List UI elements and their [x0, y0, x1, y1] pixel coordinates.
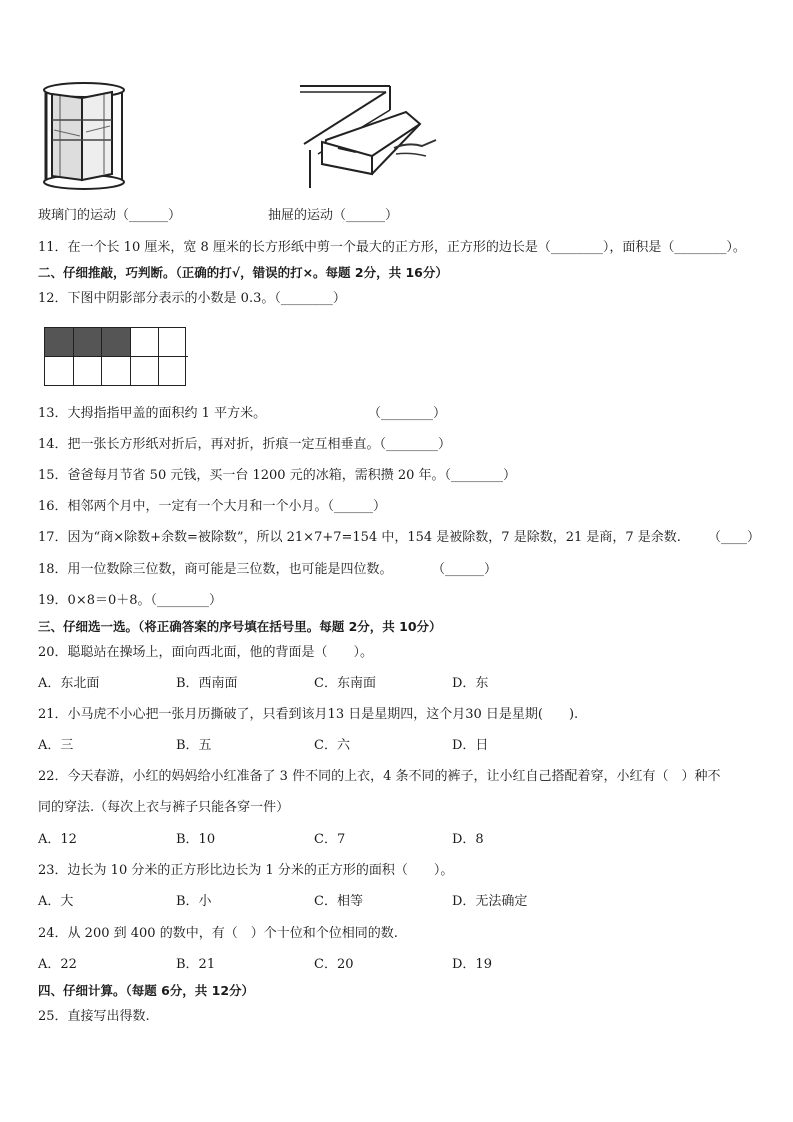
grid-cell-shaded — [45, 328, 74, 357]
section-3-title: 三、仔细选一选。（将正确答案的序号填在括号里。每题 2分，共 10分） — [38, 619, 442, 634]
grid-cell — [102, 357, 131, 386]
q23-option-d: D．无法确定 — [452, 894, 528, 909]
grid-cell-shaded — [74, 328, 103, 357]
grid-cell — [159, 328, 188, 357]
question-16: 16．相邻两个月中，一定有一个大月和一个小月。（______） — [38, 499, 387, 514]
q21-option-c: C．六 — [314, 738, 350, 753]
grid-cell — [74, 357, 103, 386]
question-11: 11．在一个长 10 厘米，宽 8 厘米的长方形纸中剪一个最大的正方形，正方形的边长是（________），面积是（________）。 — [38, 240, 746, 255]
q24-option-d: D．19 — [452, 957, 492, 972]
section-4-title: 四、仔细计算。（每题 6分，共 12分） — [38, 983, 255, 998]
grid-cell — [45, 357, 74, 386]
grid-cell — [131, 357, 160, 386]
question-22-line-2: 同的穿法.（每次上衣与裤子只能各穿一件） — [38, 800, 290, 815]
question-15: 15．爸爸每月节省 50 元钱，买一台 1200 元的冰箱，需积攒 20 年。（________） — [38, 468, 517, 483]
q21-option-d: D．日 — [452, 738, 489, 753]
question-22-line-1: 22．今天春游，小红的妈妈给小红准备了 3 件不同的上衣，4 条不同的裤子，让小红自己搭配着穿，小红有（ ）种不 — [38, 769, 721, 784]
question-21: 21．小马虎不小心把一张月历撕破了，只看到该月13 日是星期四，这个月30 日是星期( ). — [38, 707, 579, 722]
question-17-blank: （____） — [708, 530, 761, 545]
grid-cell — [131, 328, 160, 357]
question-18-blank: （______） — [432, 562, 498, 577]
caption-glass-door: 玻璃门的运动（______） — [38, 208, 182, 223]
caption-drawer: 抽屉的运动（______） — [268, 208, 399, 223]
q20-option-b: B．西南面 — [176, 676, 238, 691]
question-14: 14．把一张长方形纸对折后，再对折，折痕一定互相垂直。（________） — [38, 437, 452, 452]
q24-option-c: C．20 — [314, 957, 354, 972]
revolving-door-image — [40, 80, 130, 192]
q24-option-a: A．22 — [38, 957, 77, 972]
grid-cell-shaded — [102, 328, 131, 357]
q24-option-b: B．21 — [176, 957, 216, 972]
question-23: 23．边长为 10 分米的正方形比边长为 1 分米的正方形的面积（ ）。 — [38, 863, 454, 878]
shaded-grid-figure — [44, 327, 186, 386]
q22-option-c: C．7 — [314, 832, 346, 847]
question-24: 24．从 200 到 400 的数中，有（ ）个十位和个位相同的数. — [38, 926, 398, 941]
question-19: 19．0×8＝0＋8。（________） — [38, 593, 223, 608]
question-18: 18．用一位数除三位数，商可能是三位数，也可能是四位数。 — [38, 562, 393, 577]
q20-option-a: A．东北面 — [38, 676, 100, 691]
q20-option-c: C．东南面 — [314, 676, 376, 691]
q20-option-d: D．东 — [452, 676, 489, 691]
question-25: 25．直接写出得数. — [38, 1009, 150, 1024]
q21-option-b: B．五 — [176, 738, 212, 753]
q22-option-b: B．10 — [176, 832, 216, 847]
q23-option-b: B．小 — [176, 894, 212, 909]
question-20: 20．聪聪站在操场上，面向西北面，他的背面是（ ）。 — [38, 645, 374, 660]
question-17: 17．因为“商×除数+余数=被除数”，所以 21×7+7=154 中，154 是被除数，7 是除数，21 是商，7 是余数. — [38, 530, 681, 545]
question-13-blank: （________） — [368, 406, 447, 421]
q22-option-a: A．12 — [38, 832, 77, 847]
grid-cell — [159, 357, 188, 386]
q23-option-a: A．大 — [38, 894, 74, 909]
q22-option-d: D．8 — [452, 832, 484, 847]
q23-option-c: C．相等 — [314, 894, 363, 909]
question-13: 13．大拇指指甲盖的面积约 1 平方米。 — [38, 406, 267, 421]
section-2-title: 二、仔细推敲，巧判断。（正确的打√，错误的打×。每题 2分，共 16分） — [38, 265, 448, 280]
q21-option-a: A．三 — [38, 738, 74, 753]
drawer-image — [298, 84, 442, 190]
question-12: 12．下图中阴影部分表示的小数是 0.3。（________） — [38, 291, 346, 306]
